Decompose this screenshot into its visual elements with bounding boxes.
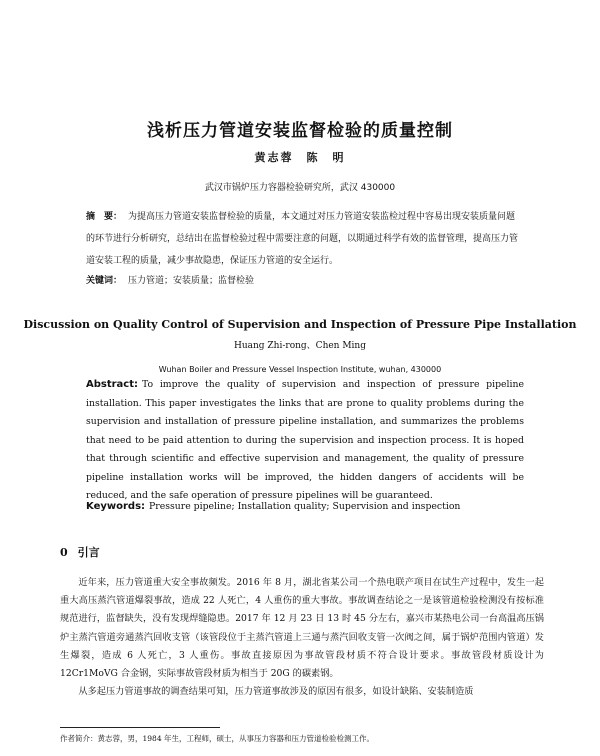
affiliation-en: Wuhan Boiler and Pressure Vessel Inspection Institute, wuhan, 430000 [158,365,442,374]
affiliation-cn: 武汉市锅炉压力容器检验研究所，武汉 430000 [204,183,396,193]
keywords-en-text: Pressure pipeline; Installation quality; Supervision and inspection [149,501,461,512]
abstract-en-label: Abstract: [86,379,139,390]
body-paragraph: 从多起压力管道事故的调查结果可知，压力管道事故涉及的原因有很多，如设计缺陷、安装制造质 [78,686,474,698]
keywords-cn-text: 压力管道；安装质量；监督检验 [128,276,255,286]
paper-title-cn: 浅析压力管道安装监督检验的质量控制 [147,121,453,141]
authors-en: Huang Zhi-rong、Chen Ming [234,341,366,351]
authors-cn: 黄志蓉 陈 明 [254,151,346,164]
abstract-en [86,376,524,506]
body-text [60,574,544,701]
section-number: 0 [60,546,68,559]
section-heading [60,544,100,560]
abstract-cn [86,206,524,272]
keywords-en-label: Keywords: [86,501,146,512]
paper-title-en: Discussion on Quality Control of Supervision and Inspection of Pressure Pipe Installation [23,318,577,331]
keywords-en [86,496,524,518]
author-footnote: 作者简介：黄志蓉，男，1984 年生，工程师，硕士，从事压力容器和压力管道检验检测工作。 [60,734,374,743]
body-paragraph: 近年来，压力管道重大安全事故频发。2016 年 8 月，湖北省某公司一个热电联产项目在试生产过程中，发生一起重大高压蒸汽管道爆裂事故，造成 22 人死亡，4 人重伤的重大事故。事故调查结论之一是该管道检验检测没有按标准规范进行，监督缺失，没有发现焊缝隐患。2017 年 12 月 23 日 13 时 45 分左右，嘉兴市某热电公司一台高温高压锅炉主蒸汽管道旁通蒸汽回收支管（该管段位于主蒸汽管道上三通与蒸汽回收支管一次阀之间，属于锅炉范围内管道）发生爆裂，造成 6 人死亡，3 人重伤。事故直接原因为事故管段材质不符合设计要求。事故管段材质设计为 12Cr1MoVG 合金钢，实际事故管段材质为相当于 20G 的碳素钢。 [60,577,544,680]
abstract-cn-text: 为提高压力管道安装监督检验的质量，本文通过对压力管道安装监检过程中容易出现安装质量问题的环节进行分析研究，总结出在监督检验过程中需要注意的问题，以期通过科学有效的监督管理，提高压力管道安装工程的质量，减少事故隐患，保证压力管道的安全运行。 [86,212,519,266]
footnote-rule [60,727,220,728]
section-title: 引言 [77,546,100,559]
keywords-cn-label: 关键词： [86,276,123,286]
abstract-en-text: To improve the quality of supervision and inspection of pressure pipeline installation. This paper investigates the links that are prone to quality problems during the supervision and installation of pressure pipeline installation, and summarizes the problems that need to be paid attention to during the supervision and inspection process. It is hoped that through scientific and effective supervision and management, the quality of pressure pipeline installation works will be improved, the hidden dangers of accidents will be reduced, and the safe operation of pressure pipelines will be guaranteed. [86,379,524,501]
abstract-cn-label: 摘 要： [86,212,123,222]
keywords-cn [86,270,524,292]
